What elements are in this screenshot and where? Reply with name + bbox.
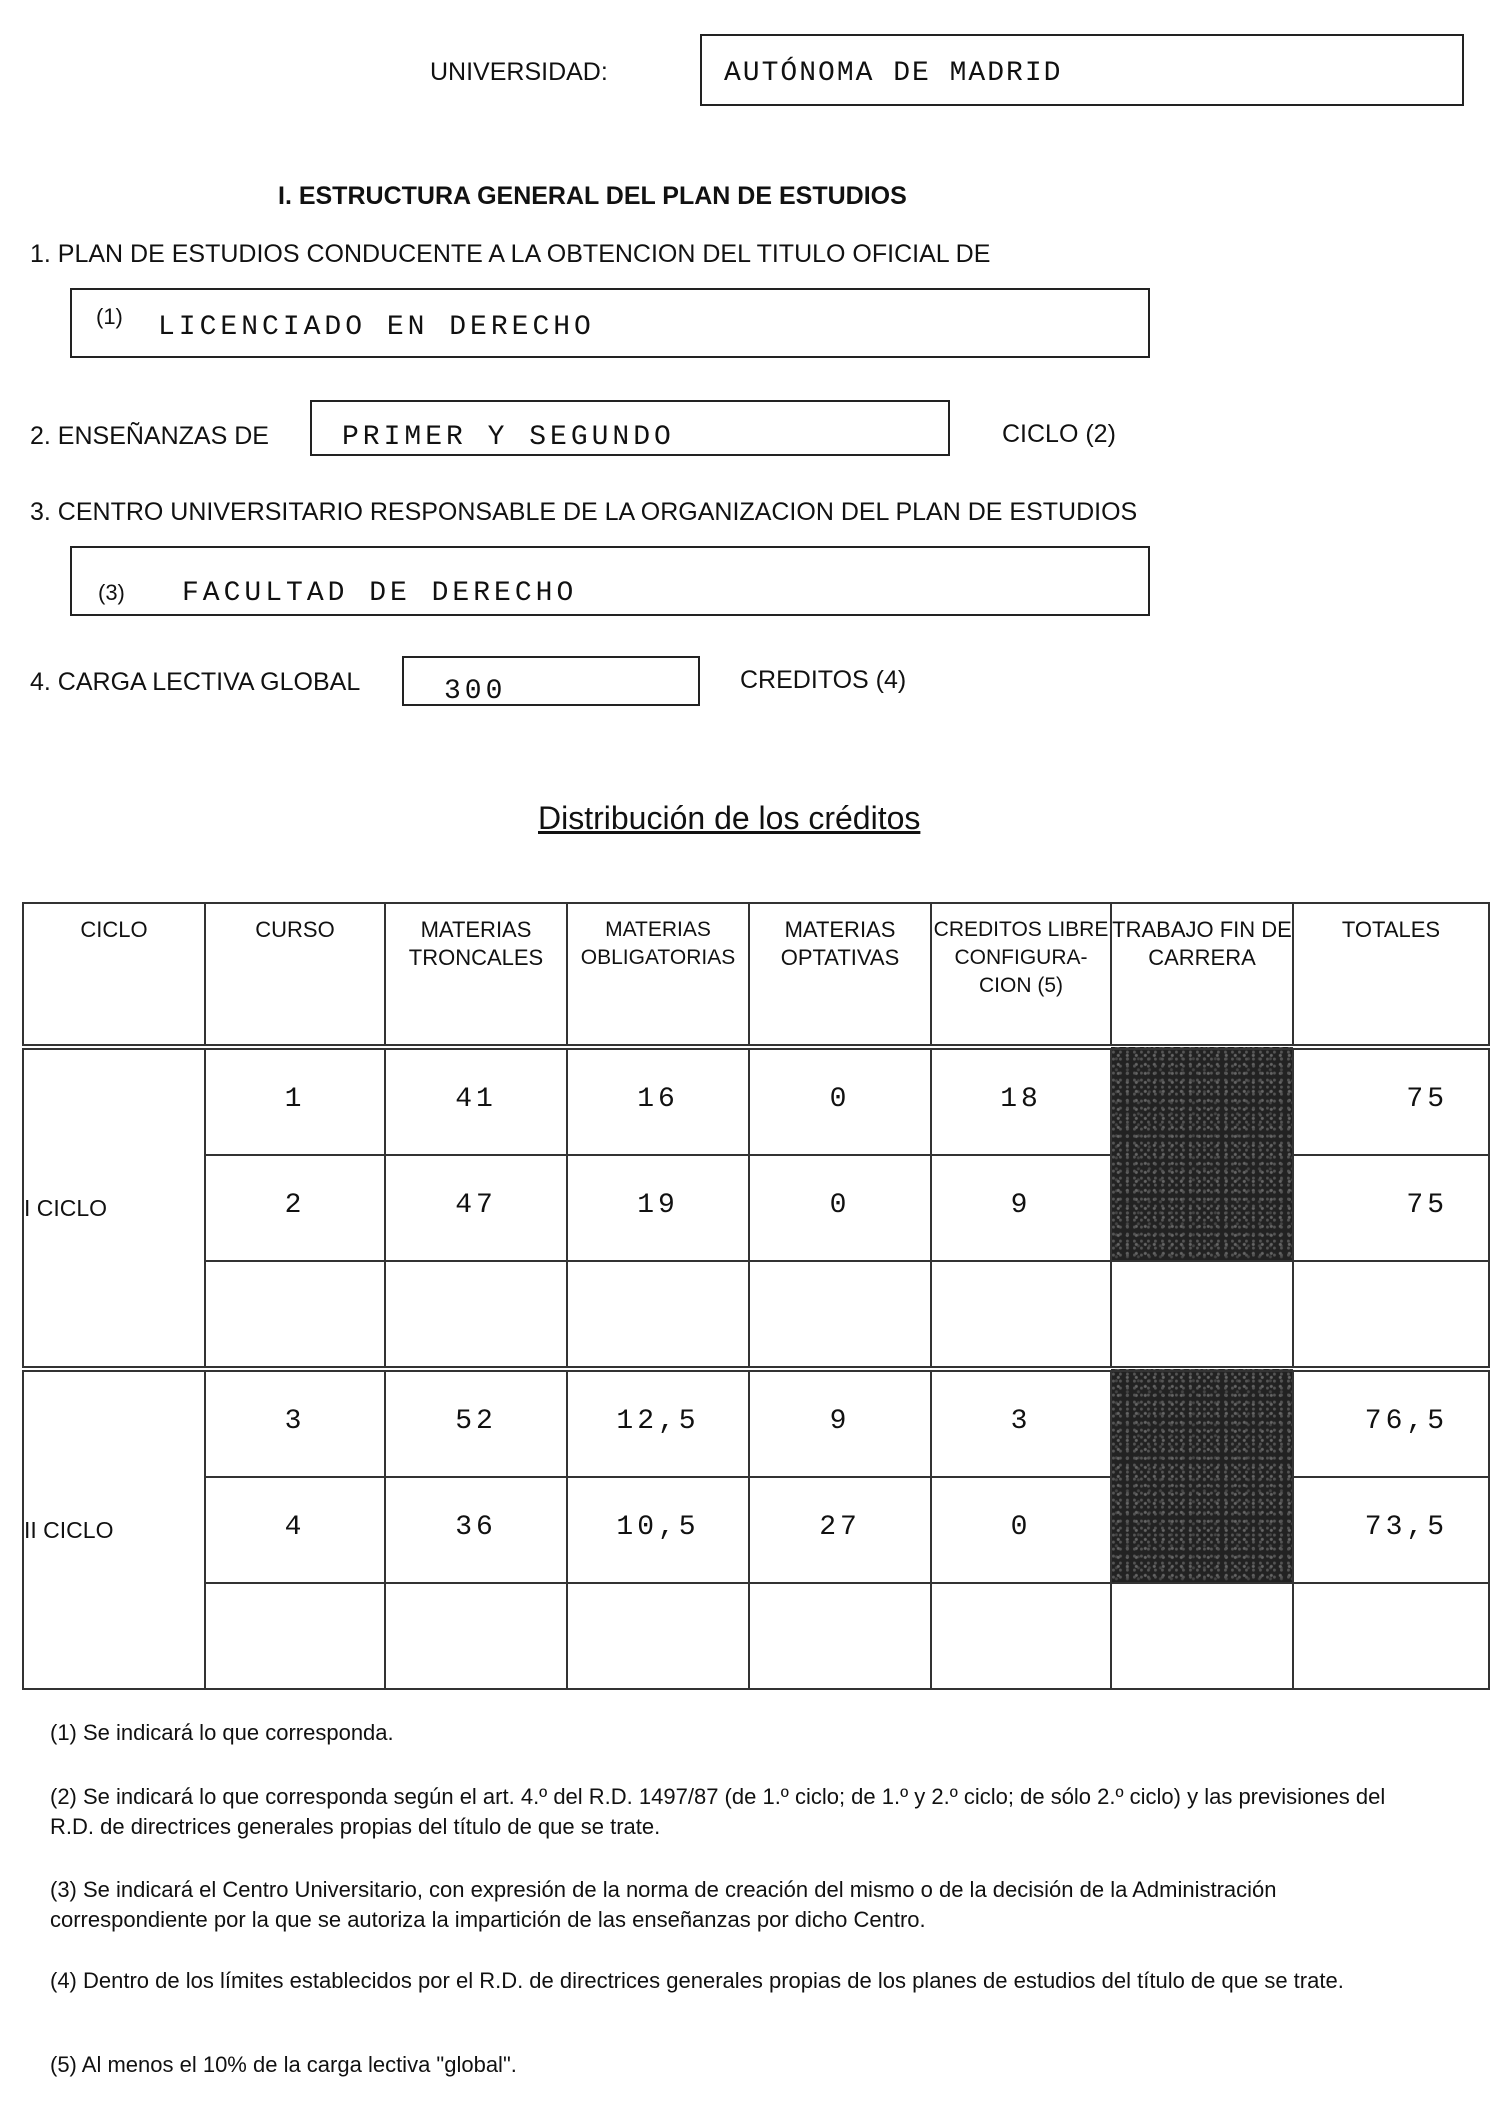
- table-row-empty: [23, 1583, 1489, 1689]
- item1-value: LICENCIADO EN DERECHO: [158, 312, 595, 343]
- cell-optativas: 9: [829, 1406, 851, 1437]
- footnote-5: (5) Al menos el 10% de la carga lectiva "global".: [50, 2052, 517, 2077]
- cell-troncales: 41: [455, 1084, 497, 1115]
- header-totales: TOTALES: [1293, 903, 1489, 1047]
- header-obligatorias: MATERIAS OBLIGATORIAS: [567, 903, 749, 1047]
- table-row: [23, 1047, 1489, 1155]
- footnote-3: (3) Se indicará el Centro Universitario, con expresión de la norma de creación del mismo o de la decisión de la Administración correspondiente por la que se autoriza la impartición de las enseñanzas por dicho Centro.: [50, 1877, 1277, 1932]
- cell-optativas: 0: [829, 1190, 851, 1221]
- header-curso: CURSO: [205, 903, 385, 1047]
- university-value: AUTÓNOMA DE MADRID: [724, 58, 1063, 89]
- item1-label: 1. PLAN DE ESTUDIOS CONDUCENTE A LA OBTENCION DEL TITULO OFICIAL DE: [30, 240, 991, 268]
- footnote-4: (4) Dentro de los límites establecidos por el R.D. de directrices generales propias de los planes de estudios del título de que se trate.: [50, 1968, 1344, 1993]
- cell-totales: 73,5: [1364, 1512, 1448, 1543]
- table-header-row: [23, 903, 1489, 1047]
- header-libre: CREDITOS LIBRE CONFIGURA-CION (5): [931, 903, 1111, 1047]
- cell-curso: 3: [284, 1406, 306, 1437]
- cell-optativas: 0: [829, 1084, 851, 1115]
- item1-field: [70, 288, 1150, 358]
- cell-obligatorias: 12,5: [616, 1406, 700, 1437]
- credits-table: [22, 902, 1490, 1690]
- university-field: [700, 34, 1464, 106]
- item2-suffix: CICLO (2): [1002, 420, 1116, 448]
- cell-troncales: 52: [455, 1406, 497, 1437]
- distribution-title: Distribución de los créditos: [538, 800, 921, 836]
- footnote-1: (1) Se indicará lo que corresponda.: [50, 1720, 394, 1745]
- cell-libre: 0: [1010, 1512, 1032, 1543]
- item4-field: [402, 656, 700, 706]
- cell-troncales: 36: [455, 1512, 497, 1543]
- cell-troncales: 47: [455, 1190, 497, 1221]
- item3-label: 3. CENTRO UNIVERSITARIO RESPONSABLE DE LA ORGANIZACION DEL PLAN DE ESTUDIOS: [30, 498, 1138, 526]
- cell-totales: 75: [1406, 1190, 1448, 1221]
- cell-totales: 75: [1406, 1084, 1448, 1115]
- item3-note: (3): [98, 580, 125, 605]
- header-ciclo: CICLO: [23, 903, 205, 1047]
- cycle-1-label: I CICLO: [23, 1047, 205, 1369]
- header-trabajo: TRABAJO FIN DE CARRERA: [1111, 903, 1293, 1047]
- cell-totales: 76,5: [1364, 1406, 1448, 1437]
- cell-obligatorias: 10,5: [616, 1512, 700, 1543]
- section-title: I. ESTRUCTURA GENERAL DEL PLAN DE ESTUDIOS: [278, 182, 907, 210]
- footnote-2: (2) Se indicará lo que corresponda según el art. 4.º del R.D. 1497/87 (de 1.º ciclo; de 1.º y 2.º ciclo; de sólo 2.º ciclo) y las previsiones del R.D. de directrices generales propias del título de que se trate.: [50, 1784, 1386, 1839]
- header-troncales: MATERIAS TRONCALES: [385, 903, 567, 1047]
- item2-field: [310, 400, 950, 456]
- shaded-trabajo-cell: [1111, 1369, 1293, 1583]
- cell-curso: 1: [284, 1084, 306, 1115]
- cell-obligatorias: 19: [637, 1190, 679, 1221]
- item1-note: (1): [96, 304, 123, 329]
- university-label: UNIVERSIDAD:: [430, 58, 608, 86]
- table-row: [23, 1369, 1489, 1477]
- cell-libre: 3: [1010, 1406, 1032, 1437]
- cell-libre: 18: [1000, 1084, 1042, 1115]
- item2-label: 2. ENSEÑANZAS DE: [30, 422, 269, 450]
- cell-optativas: 27: [819, 1512, 861, 1543]
- item2-value: PRIMER Y SEGUNDO: [342, 422, 675, 453]
- header-optativas: MATERIAS OPTATIVAS: [749, 903, 931, 1047]
- item4-label: 4. CARGA LECTIVA GLOBAL: [30, 668, 361, 696]
- item3-value: FACULTAD DE DERECHO: [182, 578, 578, 609]
- cell-curso: 2: [284, 1190, 306, 1221]
- cycle-2-label: II CICLO: [23, 1369, 205, 1689]
- table-row-empty: [23, 1261, 1489, 1369]
- cell-obligatorias: 16: [637, 1084, 679, 1115]
- item4-suffix: CREDITOS (4): [740, 666, 907, 694]
- cell-libre: 9: [1010, 1190, 1032, 1221]
- shaded-trabajo-cell: [1111, 1047, 1293, 1261]
- cell-curso: 4: [284, 1512, 306, 1543]
- item4-value: 300: [444, 676, 507, 707]
- item3-field: [70, 546, 1150, 616]
